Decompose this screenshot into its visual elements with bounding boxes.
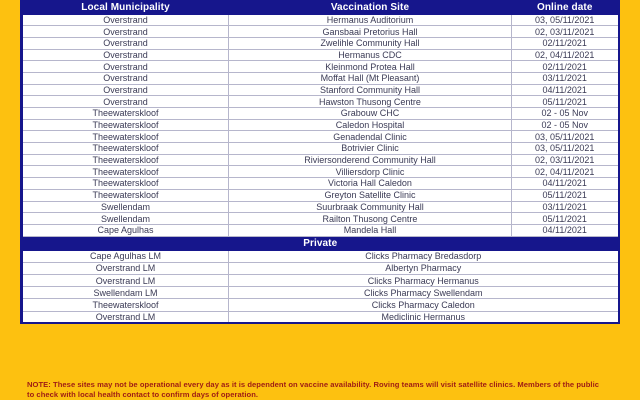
table-row: [22, 131, 619, 143]
table-row: [22, 108, 619, 120]
date-cell: 02, 03/11/2021: [512, 154, 619, 166]
private-section-header: [22, 236, 619, 250]
site-cell: Genadendal Clinic: [229, 131, 512, 143]
vaccination-sites-table-wrap: [20, 0, 617, 324]
municipality-cell: Theewaterskloof: [22, 178, 229, 190]
availability-note: NOTE: These sites may not be operational every day as it is dependent on vaccine availability. Roving teams will visit satellite clinics. Members of the public to check with local health contact to confirm days of operation.: [27, 380, 600, 400]
municipality-cell: Overstrand: [22, 96, 229, 108]
site-cell: Clicks Pharmacy Hermanus: [229, 274, 619, 286]
municipality-cell: Overstrand LM: [22, 274, 229, 286]
site-cell: Moffat Hall (Mt Pleasant): [229, 72, 512, 84]
municipality-cell: Overstrand LM: [22, 311, 229, 323]
municipality-cell: Overstrand: [22, 37, 229, 49]
table-row: [22, 166, 619, 178]
municipality-cell: Overstrand LM: [22, 262, 229, 274]
private-table-row: [22, 262, 619, 274]
site-cell: Zwelihle Community Hall: [229, 37, 512, 49]
date-cell: 02/11/2021: [512, 61, 619, 73]
municipality-cell: Swellendam: [22, 213, 229, 225]
municipality-cell: Theewaterskloof: [22, 166, 229, 178]
table-row: [22, 49, 619, 61]
site-cell: Botrivier Clinic: [229, 143, 512, 155]
header-local-municipality: Local Municipality: [22, 1, 229, 14]
table-row: [22, 14, 619, 26]
date-cell: 02/11/2021: [512, 37, 619, 49]
site-cell: Caledon Hospital: [229, 119, 512, 131]
table-row: [22, 119, 619, 131]
private-section-title: Private: [22, 236, 619, 250]
site-cell: Clicks Pharmacy Caledon: [229, 299, 619, 311]
site-cell: Victoria Hall Caledon: [229, 178, 512, 190]
site-cell: Clicks Pharmacy Swellendam: [229, 287, 619, 299]
table-row: [22, 37, 619, 49]
municipality-cell: Cape Agulhas LM: [22, 250, 229, 262]
private-section: [22, 236, 619, 250]
municipality-cell: Overstrand: [22, 49, 229, 61]
site-cell: Suurbraak Community Hall: [229, 201, 512, 213]
private-table-row: [22, 299, 619, 311]
date-cell: 03, 05/11/2021: [512, 131, 619, 143]
table-row: [22, 201, 619, 213]
table-row: [22, 154, 619, 166]
site-cell: Greyton Satellite Clinic: [229, 189, 512, 201]
date-cell: 02, 03/11/2021: [512, 26, 619, 38]
table-row: [22, 189, 619, 201]
site-cell: Hermanus Auditorium: [229, 14, 512, 26]
header-row: [22, 1, 619, 14]
municipality-cell: Overstrand: [22, 84, 229, 96]
private-table-row: [22, 311, 619, 323]
table-row: [22, 178, 619, 190]
site-cell: Stanford Community Hall: [229, 84, 512, 96]
table-row: [22, 61, 619, 73]
date-cell: 04/11/2021: [512, 224, 619, 236]
site-cell: Kleinmond Protea Hall: [229, 61, 512, 73]
site-cell: Railton Thusong Centre: [229, 213, 512, 225]
private-table-row: [22, 274, 619, 286]
header-online-date: Online date: [512, 1, 619, 14]
date-cell: 05/11/2021: [512, 189, 619, 201]
municipality-cell: Theewaterskloof: [22, 131, 229, 143]
site-cell: Grabouw CHC: [229, 108, 512, 120]
municipality-cell: Theewaterskloof: [22, 299, 229, 311]
municipality-cell: Overstrand: [22, 26, 229, 38]
municipality-cell: Swellendam: [22, 201, 229, 213]
vaccination-sites-table: [20, 0, 620, 324]
site-cell: Hermanus CDC: [229, 49, 512, 61]
municipality-cell: Swellendam LM: [22, 287, 229, 299]
table-row: [22, 72, 619, 84]
private-rows: [22, 250, 619, 323]
private-table-row: [22, 250, 619, 262]
table-header: [22, 1, 619, 14]
date-cell: 03, 05/11/2021: [512, 14, 619, 26]
table-row: [22, 143, 619, 155]
date-cell: 03/11/2021: [512, 201, 619, 213]
municipality-cell: Overstrand: [22, 14, 229, 26]
header-vaccination-site: Vaccination Site: [229, 1, 512, 14]
municipality-cell: Cape Agulhas: [22, 224, 229, 236]
private-table-row: [22, 287, 619, 299]
site-cell: Villiersdorp Clinic: [229, 166, 512, 178]
municipality-cell: Theewaterskloof: [22, 143, 229, 155]
site-cell: Albertyn Pharmacy: [229, 262, 619, 274]
table-row: [22, 96, 619, 108]
site-cell: Mediclinic Hermanus: [229, 311, 619, 323]
table-row: [22, 26, 619, 38]
site-cell: Gansbaai Pretorius Hall: [229, 26, 512, 38]
municipality-cell: Theewaterskloof: [22, 119, 229, 131]
date-cell: 05/11/2021: [512, 96, 619, 108]
date-cell: 02 - 05 Nov: [512, 108, 619, 120]
table-row: [22, 213, 619, 225]
site-cell: Mandela Hall: [229, 224, 512, 236]
municipality-cell: Theewaterskloof: [22, 154, 229, 166]
site-cell: Clicks Pharmacy Bredasdorp: [229, 250, 619, 262]
date-cell: 05/11/2021: [512, 213, 619, 225]
municipality-cell: Overstrand: [22, 61, 229, 73]
public-rows: [22, 14, 619, 236]
table-row: [22, 84, 619, 96]
date-cell: 02 - 05 Nov: [512, 119, 619, 131]
date-cell: 02, 04/11/2021: [512, 166, 619, 178]
date-cell: 04/11/2021: [512, 178, 619, 190]
date-cell: 04/11/2021: [512, 84, 619, 96]
municipality-cell: Theewaterskloof: [22, 189, 229, 201]
date-cell: 03/11/2021: [512, 72, 619, 84]
table-row: [22, 224, 619, 236]
municipality-cell: Theewaterskloof: [22, 108, 229, 120]
site-cell: Hawston Thusong Centre: [229, 96, 512, 108]
date-cell: 03, 05/11/2021: [512, 143, 619, 155]
date-cell: 02, 04/11/2021: [512, 49, 619, 61]
site-cell: Riviersonderend Community Hall: [229, 154, 512, 166]
municipality-cell: Overstrand: [22, 72, 229, 84]
